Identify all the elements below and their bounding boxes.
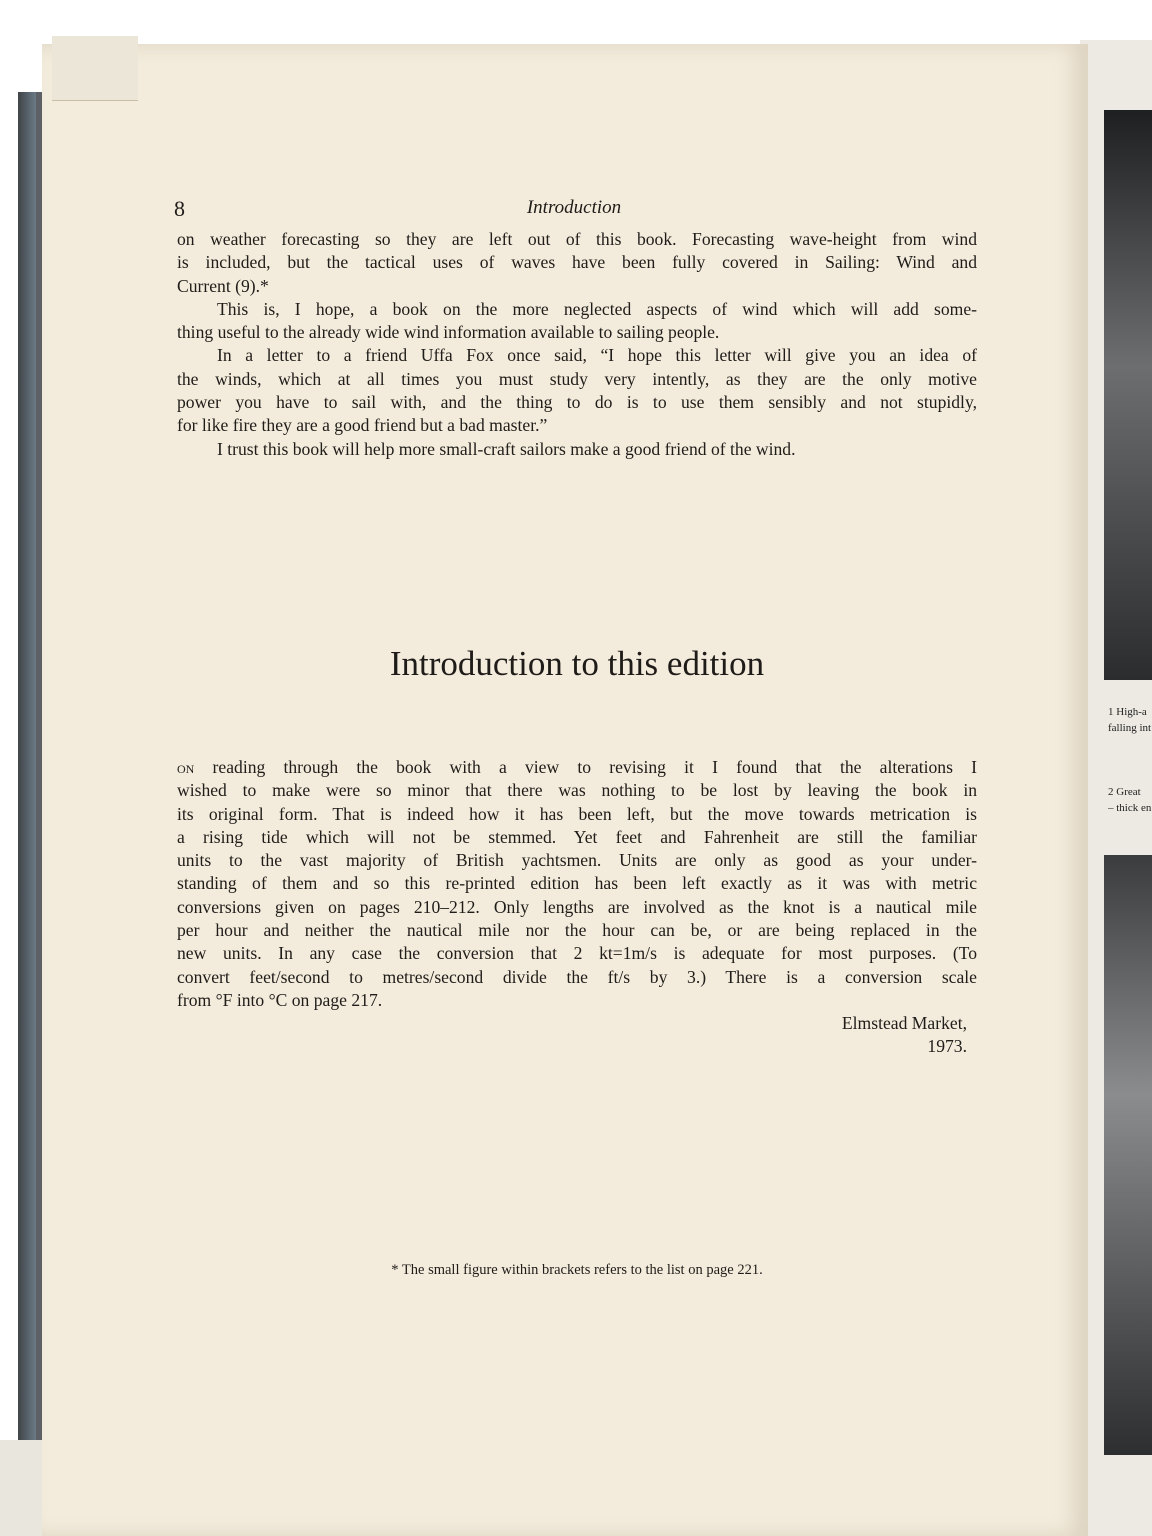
running-head: Introduction <box>526 197 622 218</box>
intro-continued-text <box>177 228 977 461</box>
text-line: In a letter to a friend Uffa Fox once said, “I hope this letter will give you an idea of <box>217 345 977 366</box>
text-line: new units. In any case the conversion that 2 kt=1m/s is adequate for most purposes. (To <box>177 943 977 964</box>
text-line: for like fire they are a good friend but a bad master.” <box>177 415 548 436</box>
page-header <box>174 196 974 224</box>
signature-place: Elmstead Market, <box>841 1013 967 1033</box>
text-line: per hour and neither the nautical mile nor the hour can be, or are being replaced in the <box>177 920 977 941</box>
text-line: units to the vast majority of British yachtsmen. Units are only as good as your under- <box>177 850 977 871</box>
footnote: * The small figure within brackets refers to the list on page 221. <box>391 1262 763 1278</box>
text-line: its original form. That is indeed how it has been left, but the move towards metrication is <box>177 803 977 824</box>
cover-spine-edge <box>18 92 36 1536</box>
text-line: This is, I hope, a book on the more neglected aspects of wind which will add some- <box>217 298 977 319</box>
signature-year: 1973. <box>927 1036 967 1057</box>
facing-caption-1: 1 High-a <box>1108 706 1147 718</box>
text-line: the winds, which at all times you must study very intently, as they are the only motive <box>177 368 977 389</box>
text-line <box>177 756 977 779</box>
facing-photo-bottom <box>1104 855 1152 1455</box>
page-number: 8 <box>174 196 185 221</box>
text-line: standing of them and so this re-printed edition has been left exactly as it was with metric <box>177 873 977 894</box>
opening-word: on <box>177 757 195 777</box>
text-line: power you have to sail with, and the thing to do is to use them sensibly and not stupidly, <box>177 392 977 413</box>
text-line-part: reading through the book with a view to revising it I found that the alterations I <box>212 757 977 777</box>
text-line: I trust this book will help more small-craft sailors make a good friend of the wind. <box>217 438 796 459</box>
section-heading: Introduction to this edition <box>389 644 765 683</box>
text-line: convert feet/second to metres/second divide the ft/s by 3.) There is a conversion scale <box>177 966 977 987</box>
signature-block <box>177 1012 967 1059</box>
text-line <box>177 251 977 274</box>
bookmark-slip <box>52 36 138 101</box>
text-line: from °F into °C on page 217. <box>177 989 383 1010</box>
text-line: a rising tide which will not be stemmed. Yet feet and Fahrenheit are still the familiar <box>177 826 977 847</box>
facing-caption-2: falling int <box>1108 722 1152 734</box>
text-line-part: is included, but the tactical uses of waves have been fully covered in Sailing: Wind and <box>177 252 977 273</box>
text-line: thing useful to the already wide wind information available to sailing people. <box>177 322 720 343</box>
text-line: wished to make were so minor that there was nothing to be lost by leaving the book in <box>177 780 977 801</box>
text-line: conversions given on pages 210–212. Only lengths are involved as the knot is a nautical mile <box>177 896 977 917</box>
text-line: Current (9).* <box>177 275 269 296</box>
facing-caption-3: 2 Great <box>1108 786 1141 798</box>
facing-caption-4: – thick en <box>1108 802 1152 814</box>
facing-photo-top <box>1104 110 1152 680</box>
text-line: on weather forecasting so they are left out of this book. Forecasting wave-height from wind <box>177 229 977 249</box>
edition-text <box>177 756 977 1012</box>
